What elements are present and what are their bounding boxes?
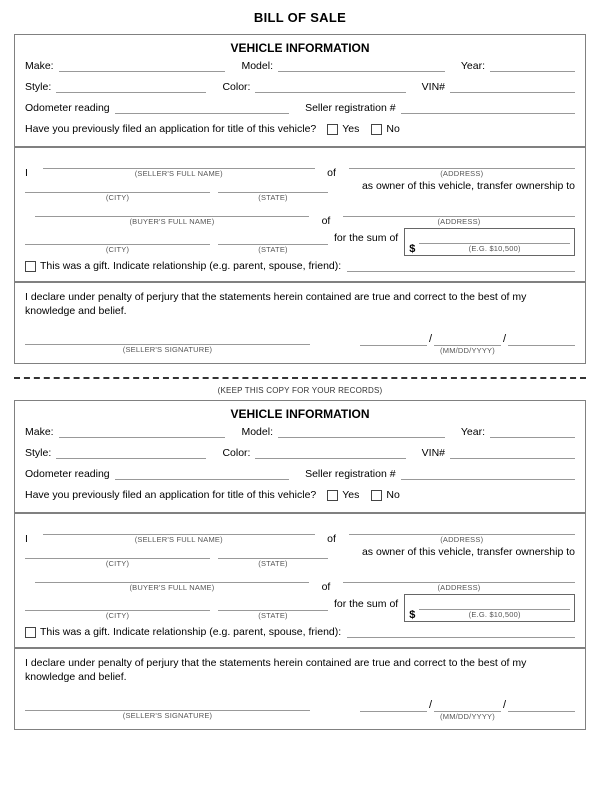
buyer-address-caption: (ADDRESS) — [437, 217, 481, 226]
title-no-label: No — [386, 489, 400, 501]
gift-checkbox[interactable] — [25, 261, 36, 272]
title-question-row — [25, 123, 575, 135]
year-input[interactable] — [490, 426, 575, 438]
style-input[interactable] — [56, 447, 206, 459]
declaration-text: I declare under penalty of perjury that the statements herein contained are true and correct to the best of my knowledge and belief. — [25, 291, 527, 317]
dollar-sign: $ — [409, 243, 416, 255]
of-word-2: of — [321, 581, 331, 593]
color-input[interactable] — [255, 81, 405, 93]
seller-city-input[interactable] — [25, 546, 210, 559]
vin-input[interactable] — [450, 81, 575, 93]
make-input[interactable] — [59, 60, 226, 72]
style-label: Style: — [25, 81, 52, 93]
seller-registration-input[interactable] — [401, 468, 575, 480]
make-input[interactable] — [59, 426, 226, 438]
seller-city-state-row — [25, 180, 575, 204]
style-input[interactable] — [56, 81, 206, 93]
seller-state-caption: (STATE) — [258, 559, 288, 568]
style-label: Style: — [25, 447, 52, 459]
vin-label: VIN# — [421, 447, 445, 459]
buyer-city-caption: (CITY) — [105, 245, 130, 254]
date-day-input[interactable] — [434, 333, 501, 346]
make-model-year-row — [25, 426, 575, 438]
sale-amount-input[interactable] — [419, 231, 570, 244]
date-separator-1: / — [428, 333, 433, 345]
sum-label: for the sum of — [334, 598, 399, 610]
vin-input[interactable] — [450, 447, 575, 459]
title-no-label: No — [386, 123, 400, 135]
date-day-input[interactable] — [434, 699, 501, 712]
model-input[interactable] — [278, 426, 445, 438]
color-label: Color: — [222, 81, 251, 93]
title-yes-checkbox[interactable] — [327, 490, 338, 501]
seller-name-address-row — [25, 156, 575, 180]
owner-transfer-text: as owner of this vehicle, transfer ownership to — [361, 546, 575, 558]
sale-amount-caption: (E.G. $10,500) — [468, 244, 521, 253]
bill-of-sale-copy-2 — [14, 400, 586, 730]
vin-label: VIN# — [421, 81, 445, 93]
seller-registration-label: Seller registration # — [305, 102, 396, 114]
i-word: I — [25, 167, 28, 179]
buyer-state-input[interactable] — [218, 598, 328, 611]
date-month-input[interactable] — [360, 699, 427, 712]
model-label: Model: — [241, 426, 273, 438]
buyer-name-address-row — [25, 204, 575, 228]
buyer-name-caption: (BUYER'S FULL NAME) — [129, 217, 215, 226]
date-fields — [360, 332, 575, 346]
seller-address-caption: (ADDRESS) — [440, 535, 484, 544]
transfer-section-2 — [15, 514, 585, 649]
odometer-input[interactable] — [115, 102, 289, 114]
seller-state-input[interactable] — [218, 180, 328, 193]
declaration-text: I declare under penalty of perjury that the statements herein contained are true and correct to the best of my knowledge and belief. — [25, 657, 527, 683]
date-caption: (MM/DD/YYYY) — [440, 712, 495, 721]
model-input[interactable] — [278, 60, 445, 72]
buyer-city-state-sum-row — [25, 594, 575, 622]
signature-date-row — [25, 332, 575, 357]
sale-amount-caption: (E.G. $10,500) — [468, 610, 521, 619]
declaration-section-2 — [15, 649, 585, 729]
date-separator-1: / — [428, 699, 433, 711]
date-month-input[interactable] — [360, 333, 427, 346]
seller-registration-label: Seller registration # — [305, 468, 396, 480]
buyer-city-state-sum-row — [25, 228, 575, 256]
seller-name-caption: (SELLER'S FULL NAME) — [134, 169, 223, 178]
buyer-name-address-row — [25, 570, 575, 594]
page-title: BILL OF SALE — [253, 10, 347, 25]
date-caption: (MM/DD/YYYY) — [440, 346, 495, 355]
cut-dashes — [14, 377, 586, 379]
keep-copy-notice: (KEEP THIS COPY FOR YOUR RECORDS) — [217, 386, 383, 395]
buyer-address-input[interactable] — [343, 204, 575, 217]
seller-city-input[interactable] — [25, 180, 210, 193]
seller-signature-caption: (SELLER'S SIGNATURE) — [122, 711, 213, 720]
gift-row — [25, 260, 575, 275]
of-word-1: of — [327, 533, 336, 545]
date-separator-2: / — [502, 333, 507, 345]
i-word: I — [25, 533, 28, 545]
of-word-2: of — [321, 215, 331, 227]
seller-signature-input[interactable] — [25, 698, 310, 711]
style-color-vin-row — [25, 81, 575, 93]
sale-amount-input[interactable] — [419, 597, 570, 610]
gift-label: This was a gift. Indicate relationship (e.g. parent, spouse, friend): — [40, 260, 342, 272]
seller-city-caption: (CITY) — [105, 193, 130, 202]
buyer-city-input[interactable] — [25, 598, 210, 611]
date-separator-2: / — [502, 699, 507, 711]
dollar-sign: $ — [409, 609, 416, 621]
cut-line — [14, 371, 586, 385]
buyer-state-caption: (STATE) — [258, 611, 288, 620]
title-yes-checkbox[interactable] — [327, 124, 338, 135]
make-model-year-row — [25, 60, 575, 72]
title-question-label: Have you previously filed an application for title of this vehicle? — [25, 489, 317, 501]
odometer-registration-row — [25, 468, 575, 480]
seller-name-address-row — [25, 522, 575, 546]
gift-relationship-input[interactable] — [347, 626, 575, 638]
odometer-input[interactable] — [115, 468, 289, 480]
gift-row — [25, 626, 575, 641]
year-label: Year: — [460, 426, 485, 438]
color-input[interactable] — [255, 447, 405, 459]
title-yes-label: Yes — [342, 489, 360, 501]
gift-relationship-input[interactable] — [347, 260, 575, 272]
title-yes-label: Yes — [342, 123, 360, 135]
seller-address-input[interactable] — [349, 156, 575, 169]
bill-of-sale-copy-1 — [14, 34, 586, 364]
buyer-city-input[interactable] — [25, 232, 210, 245]
vehicle-information-section-2 — [15, 401, 585, 514]
seller-registration-input[interactable] — [401, 102, 575, 114]
sum-label: for the sum of — [334, 232, 399, 244]
seller-address-input[interactable] — [349, 522, 575, 535]
date-year-input[interactable] — [508, 699, 575, 712]
sale-amount-box[interactable] — [404, 594, 575, 622]
make-label: Make: — [25, 60, 54, 72]
gift-checkbox[interactable] — [25, 627, 36, 638]
date-year-input[interactable] — [508, 333, 575, 346]
of-word-1: of — [327, 167, 336, 179]
odometer-label: Odometer reading — [25, 468, 110, 480]
model-label: Model: — [241, 60, 273, 72]
buyer-address-input[interactable] — [343, 570, 575, 583]
seller-signature-caption: (SELLER'S SIGNATURE) — [122, 345, 213, 354]
color-label: Color: — [222, 447, 251, 459]
buyer-name-input[interactable] — [35, 570, 309, 583]
seller-signature-input[interactable] — [25, 332, 310, 345]
make-label: Make: — [25, 426, 54, 438]
style-color-vin-row — [25, 447, 575, 459]
buyer-state-caption: (STATE) — [258, 245, 288, 254]
buyer-city-caption: (CITY) — [105, 611, 130, 620]
seller-name-input[interactable] — [43, 156, 315, 169]
seller-name-input[interactable] — [43, 522, 315, 535]
seller-city-state-row — [25, 546, 575, 570]
seller-address-caption: (ADDRESS) — [440, 169, 484, 178]
gift-label: This was a gift. Indicate relationship (e.g. parent, spouse, friend): — [40, 626, 342, 638]
buyer-name-caption: (BUYER'S FULL NAME) — [129, 583, 215, 592]
year-label: Year: — [460, 60, 485, 72]
buyer-address-caption: (ADDRESS) — [437, 583, 481, 592]
title-no-checkbox[interactable] — [371, 124, 382, 135]
vehicle-information-section-1 — [15, 35, 585, 148]
seller-state-caption: (STATE) — [258, 193, 288, 202]
date-fields — [360, 698, 575, 712]
seller-state-input[interactable] — [218, 546, 328, 559]
year-input[interactable] — [490, 60, 575, 72]
buyer-state-input[interactable] — [218, 232, 328, 245]
transfer-section-1 — [15, 148, 585, 283]
signature-date-row — [25, 698, 575, 723]
vehicle-information-heading: VEHICLE INFORMATION — [230, 41, 370, 55]
seller-name-caption: (SELLER'S FULL NAME) — [134, 535, 223, 544]
title-question-label: Have you previously filed an application for title of this vehicle? — [25, 123, 317, 135]
odometer-label: Odometer reading — [25, 102, 110, 114]
owner-transfer-text: as owner of this vehicle, transfer ownership to — [361, 180, 575, 192]
odometer-registration-row — [25, 102, 575, 114]
title-question-row — [25, 489, 575, 501]
sale-amount-box[interactable] — [404, 228, 575, 256]
title-no-checkbox[interactable] — [371, 490, 382, 501]
buyer-name-input[interactable] — [35, 204, 309, 217]
vehicle-information-heading: VEHICLE INFORMATION — [230, 407, 370, 421]
declaration-section-1 — [15, 283, 585, 363]
seller-city-caption: (CITY) — [105, 559, 130, 568]
